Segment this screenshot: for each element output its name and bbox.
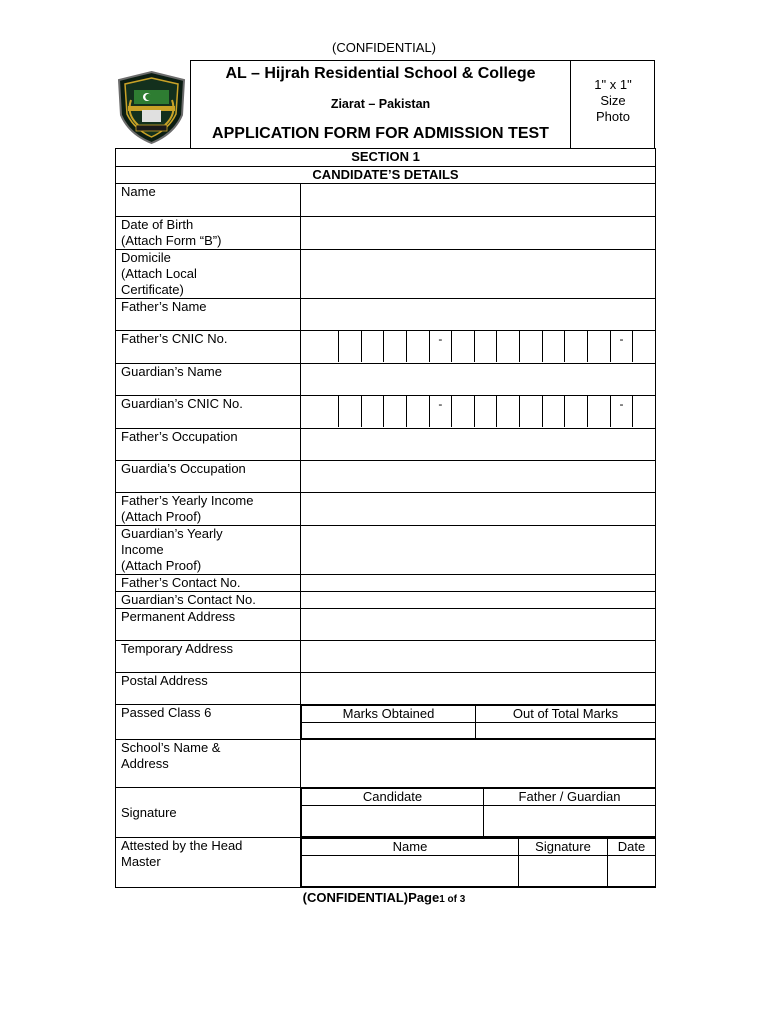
guardian-name-label: Guardian’s Name xyxy=(116,364,301,396)
page-footer xyxy=(0,890,768,905)
total-marks-header: Out of Total Marks xyxy=(476,706,656,723)
candidate-signature-field[interactable] xyxy=(302,806,484,837)
attested-date-field[interactable] xyxy=(608,856,656,887)
father-cnic-field[interactable] xyxy=(301,331,656,364)
domicile-label: Domicile (Attach Local Certificate) xyxy=(116,250,301,299)
dob-field[interactable] xyxy=(301,217,656,250)
father-name-label: Father’s Name xyxy=(116,299,301,331)
candidate-header: Candidate xyxy=(302,789,484,806)
father-contact-label: Father’s Contact No. xyxy=(116,575,301,592)
attested-name-header: Name xyxy=(302,839,519,856)
footer-confidential: (CONFIDENTIAL) xyxy=(302,890,409,905)
dob-label: Date of Birth (Attach Form “B”) xyxy=(116,217,301,250)
guardian-cnic-field[interactable] xyxy=(301,396,656,429)
father-income-label: Father’s Yearly Income (Attach Proof) xyxy=(116,493,301,526)
footer-page-total: of 3 xyxy=(444,894,466,905)
marks-obtained-header: Marks Obtained xyxy=(302,706,476,723)
name-label: Name xyxy=(116,184,301,217)
school-name-field[interactable] xyxy=(301,740,656,788)
candidate-details-table xyxy=(115,148,656,888)
name-field[interactable] xyxy=(301,184,656,217)
attested-label: Attested by the Head Master xyxy=(116,838,301,888)
father-name-field[interactable] xyxy=(301,299,656,331)
section-title: SECTION 1 xyxy=(116,149,656,167)
photo-size-word: Size xyxy=(600,93,626,108)
father-contact-field[interactable] xyxy=(301,575,656,592)
father-guardian-header: Father / Guardian xyxy=(484,789,656,806)
photo-placeholder[interactable] xyxy=(571,61,655,149)
photo-word: Photo xyxy=(596,109,630,124)
postal-address-label: Postal Address xyxy=(116,673,301,705)
signature-subtable xyxy=(301,788,655,837)
father-occupation-field[interactable] xyxy=(301,429,656,461)
form-header xyxy=(190,60,655,148)
total-marks-field[interactable] xyxy=(476,723,656,739)
guardian-income-field[interactable] xyxy=(301,526,656,575)
temporary-address-field[interactable] xyxy=(301,641,656,673)
school-name: AL – Hijrah Residential School & College xyxy=(225,65,536,82)
section-subtitle: CANDIDATE’S DETAILS xyxy=(116,167,656,184)
guardian-cnic-boxes[interactable]: - - xyxy=(301,396,655,427)
guardian-contact-field[interactable] xyxy=(301,592,656,609)
temporary-address-label: Temporary Address xyxy=(116,641,301,673)
postal-address-field[interactable] xyxy=(301,673,656,705)
school-name-label: School’s Name & Address xyxy=(116,740,301,788)
form-title: APPLICATION FORM FOR ADMISSION TEST xyxy=(212,125,549,142)
domicile-field[interactable] xyxy=(301,250,656,299)
confidential-top-label: (CONFIDENTIAL) xyxy=(332,40,436,55)
guardian-name-field[interactable] xyxy=(301,364,656,396)
father-cnic-boxes[interactable]: - - xyxy=(301,331,655,362)
guardian-cnic-label: Guardian’s CNIC No. xyxy=(116,396,301,429)
father-cnic-label: Father’s CNIC No. xyxy=(116,331,301,364)
header-title-area xyxy=(191,61,571,149)
father-guardian-signature-field[interactable] xyxy=(484,806,656,837)
photo-size-label: 1" x 1" xyxy=(594,77,632,92)
guardian-contact-label: Guardian’s Contact No. xyxy=(116,592,301,609)
school-location: Ziarat – Pakistan xyxy=(330,97,431,111)
footer-page-word: Page xyxy=(408,890,440,905)
guardian-income-label: Guardian’s Yearly Income (Attach Proof) xyxy=(116,526,301,575)
father-income-field[interactable] xyxy=(301,493,656,526)
attested-date-header: Date xyxy=(608,839,656,856)
footer-page-number: 1 xyxy=(439,894,445,905)
permanent-address-field[interactable] xyxy=(301,609,656,641)
attested-subtable xyxy=(301,838,655,887)
signature-label: Signature xyxy=(116,788,301,838)
attested-cell xyxy=(301,838,656,888)
marks-cell xyxy=(301,705,656,740)
attested-name-field[interactable] xyxy=(302,856,519,887)
school-crest-logo xyxy=(114,70,189,145)
permanent-address-label: Permanent Address xyxy=(116,609,301,641)
attested-signature-field[interactable] xyxy=(519,856,608,887)
marks-obtained-field[interactable] xyxy=(302,723,476,739)
attested-signature-header: Signature xyxy=(519,839,608,856)
marks-subtable xyxy=(301,705,655,739)
father-occupation-label: Father’s Occupation xyxy=(116,429,301,461)
signature-cell xyxy=(301,788,656,838)
guardian-occupation-label: Guardia’s Occupation xyxy=(116,461,301,493)
guardian-occupation-field[interactable] xyxy=(301,461,656,493)
passed-class-label: Passed Class 6 xyxy=(116,705,301,740)
